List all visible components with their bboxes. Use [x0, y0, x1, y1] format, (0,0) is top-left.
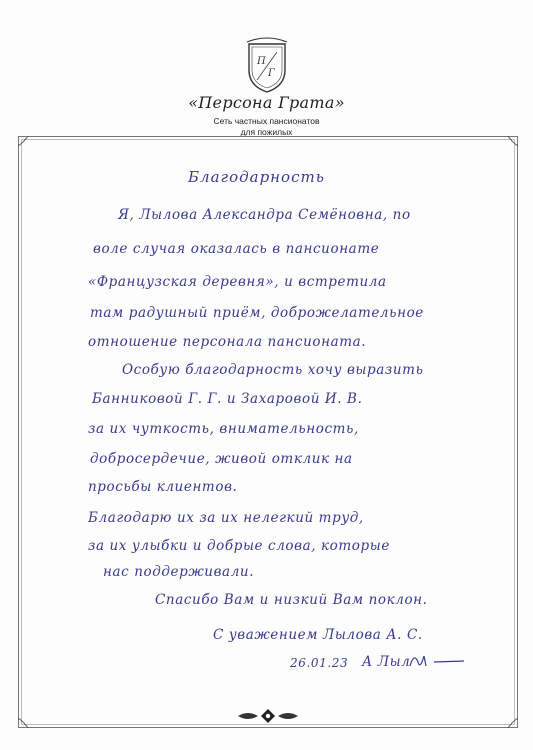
tagline-line-1: Сеть частных пансионатов: [213, 116, 320, 126]
svg-text:Г: Г: [268, 68, 275, 79]
company-logo-icon: [243, 36, 291, 94]
svg-text:П: П: [257, 56, 266, 67]
letter-title: Благодарность: [188, 168, 325, 186]
letter-line: добросердечие, живой отклик на: [90, 451, 353, 467]
brand-name: «Персона Грата»: [188, 93, 345, 112]
letter-line: Благодарю их за их нелегкий труд,: [88, 510, 364, 526]
letter-line: там радушный приём, доброжелательное: [90, 305, 424, 321]
letter-line: Я, Лылова Александра Семёновна, по: [118, 207, 411, 223]
letter-line: за их чуткость, внимательность,: [88, 421, 359, 437]
letter-line: «Французская деревня», и встретила: [88, 274, 387, 290]
letter-closing: С уважением Лылова А. С.: [213, 627, 423, 643]
letter-line: Банниковой Г. Г. и Захаровой И. В.: [92, 391, 363, 407]
letter-line: воле случая оказалась в пансионате: [93, 241, 380, 257]
letter-date: 26.01.23: [290, 656, 349, 670]
tagline-line-2: для пожилых: [240, 127, 293, 137]
letter-line: Особую благодарность хочу выразить: [122, 362, 424, 378]
signature-flourish-icon: [408, 648, 470, 674]
letter-line: просьбы клиентов.: [88, 479, 238, 495]
letter-line: за их улыбки и добрые слова, которые: [88, 538, 390, 554]
letter-line: Спасибо Вам и низкий Вам поклон.: [155, 592, 428, 608]
letter-line: нас поддерживали.: [103, 564, 255, 580]
signature: А Лыл: [362, 654, 411, 670]
letter-line: отношение персонала пансионата.: [88, 334, 367, 350]
